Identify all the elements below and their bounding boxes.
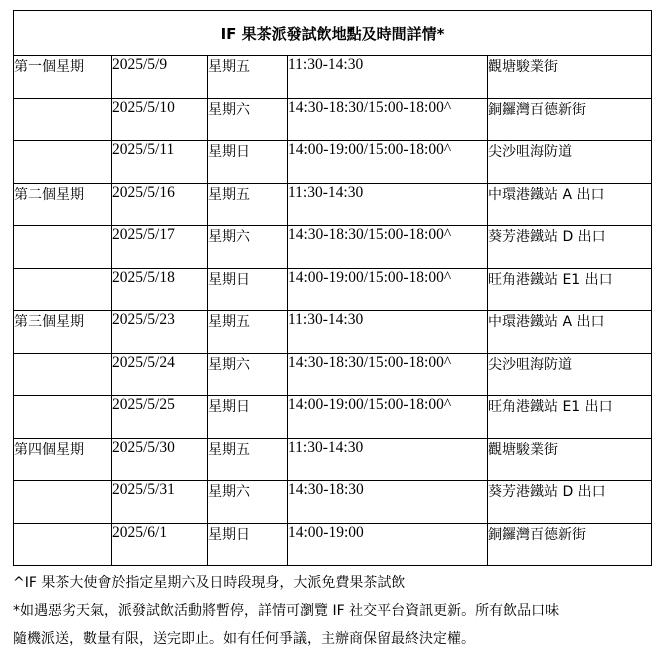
date-cell: 2025/5/24 [112,353,208,396]
time-cell: 14:00-19:00/15:00-18:00^ [288,396,488,439]
day-cell: 星期六 [208,481,288,524]
schedule-rows [14,56,652,566]
table-row [14,56,652,99]
table-row [14,98,652,141]
table-row [14,438,652,481]
day-cell: 星期五 [208,56,288,99]
week-cell [14,98,112,141]
day-cell: 星期日 [208,396,288,439]
day-cell: 星期日 [208,141,288,184]
footnote-asterisk: *如遇惡劣天氣，派發試飲活動將暫停，詳情可瀏覽 IF 社交平台資訊更新。所有飲品口味 [13,603,560,619]
table-title-row [14,11,652,56]
day-cell: 星期五 [208,438,288,481]
week-cell [14,481,112,524]
location-cell: 尖沙咀海防道 [488,141,652,184]
table-row [14,183,652,226]
day-cell: 星期日 [208,523,288,566]
location-cell: 中環港鐵站 A 出口 [488,183,652,226]
time-cell: 14:00-19:00 [288,523,488,566]
time-cell: 14:30-18:30/15:00-18:00^ [288,226,488,269]
week-cell: 第四個星期 [14,438,112,481]
week-cell [14,268,112,311]
week-cell [14,353,112,396]
week-cell: 第一個星期 [14,56,112,99]
date-cell: 2025/5/9 [112,56,208,99]
table-row [14,226,652,269]
location-cell: 觀塘駿業街 [488,56,652,99]
table-row [14,396,652,439]
date-cell: 2025/5/11 [112,141,208,184]
week-cell [14,226,112,269]
table-row [14,141,652,184]
day-cell: 星期六 [208,98,288,141]
day-cell: 星期六 [208,353,288,396]
table-row [14,268,652,311]
location-cell: 旺角港鐵站 E1 出口 [488,268,652,311]
date-cell: 2025/5/31 [112,481,208,524]
time-cell: 14:30-18:30/15:00-18:00^ [288,98,488,141]
table-row [14,481,652,524]
week-cell [14,141,112,184]
footnote-asterisk-continued: 隨機派送，數量有限，送完即止。如有任何爭議，主辦商保留最終決定權。 [13,631,475,647]
location-cell: 銅鑼灣百德新街 [488,98,652,141]
time-cell: 14:30-18:30/15:00-18:00^ [288,353,488,396]
footnotes [13,569,658,653]
time-cell: 11:30-14:30 [288,311,488,354]
table-row [14,311,652,354]
location-cell: 旺角港鐵站 E1 出口 [488,396,652,439]
table-title: IF 果茶派發試飲地點及時間詳情* [14,11,652,56]
time-cell: 14:00-19:00/15:00-18:00^ [288,268,488,311]
location-cell: 觀塘駿業街 [488,438,652,481]
time-cell: 14:30-18:30 [288,481,488,524]
date-cell: 2025/6/1 [112,523,208,566]
day-cell: 星期日 [208,268,288,311]
day-cell: 星期六 [208,226,288,269]
date-cell: 2025/5/23 [112,311,208,354]
date-cell: 2025/5/25 [112,396,208,439]
time-cell: 11:30-14:30 [288,183,488,226]
week-cell: 第三個星期 [14,311,112,354]
footnote-caret: ^IF 果茶大使會於指定星期六及日時段現身，大派免費果茶試飲 [13,575,406,591]
date-cell: 2025/5/18 [112,268,208,311]
week-cell [14,396,112,439]
location-cell: 葵芳港鐵站 D 出口 [488,226,652,269]
location-cell: 銅鑼灣百德新街 [488,523,652,566]
week-cell [14,523,112,566]
time-cell: 11:30-14:30 [288,438,488,481]
date-cell: 2025/5/10 [112,98,208,141]
week-cell: 第二個星期 [14,183,112,226]
table-row [14,523,652,566]
day-cell: 星期五 [208,311,288,354]
location-cell: 尖沙咀海防道 [488,353,652,396]
date-cell: 2025/5/17 [112,226,208,269]
date-cell: 2025/5/30 [112,438,208,481]
location-cell: 中環港鐵站 A 出口 [488,311,652,354]
day-cell: 星期五 [208,183,288,226]
date-cell: 2025/5/16 [112,183,208,226]
table-row [14,353,652,396]
schedule-table [13,10,652,566]
time-cell: 11:30-14:30 [288,56,488,99]
location-cell: 葵芳港鐵站 D 出口 [488,481,652,524]
time-cell: 14:00-19:00/15:00-18:00^ [288,141,488,184]
